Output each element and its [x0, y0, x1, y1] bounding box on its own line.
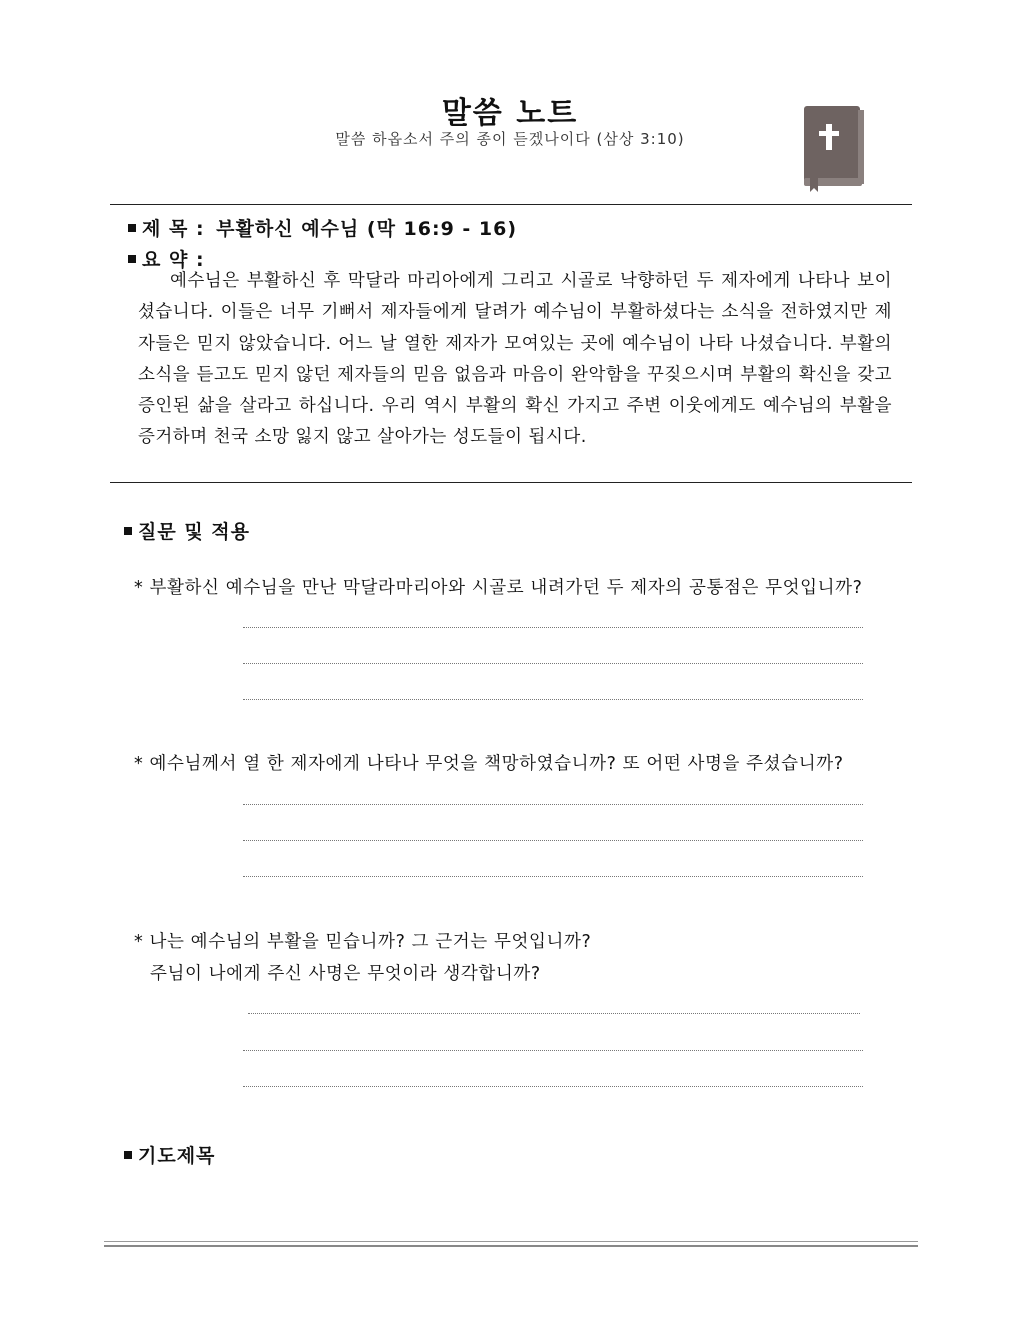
square-bullet-icon: [128, 224, 136, 232]
header-divider: [110, 204, 912, 205]
answer-line[interactable]: [243, 1086, 863, 1087]
questions-heading-row: [124, 517, 250, 544]
answer-line[interactable]: [243, 876, 863, 877]
summary-text: 예수님은 부활하신 후 막달라 마리아에게 그리고 시골로 낙향하던 두 제자에게 나타나 보이셨습니다. 이들은 너무 기뻐서 제자들에게 달려가 예수님이 부활하셨다는 소식을 전하였지만 제자들은 믿지 않았습니다. 어느 날 열한 제자가 모여있는 곳에 예수님이 나타 나셨습니다. 부활의 소식을 듣고도 믿지 않던 제자들의 믿음 없음과 마음이 완악함을 꾸짖으시며 부활의 확신을 갖고 증인된 삶을 살라고 하십니다. 우리 역시 부활의 확신 가지고 주변 이웃에게도 예수님의 부활을 증거하며 천국 소망 잃지 않고 살아가는 성도들이 됩시다.: [138, 271, 892, 448]
question-1: * 부활하신 예수님을 만난 막달라마리아와 시골로 내려가던 두 제자의 공통점은 무엇입니까?: [134, 578, 863, 598]
prayer-heading-row: [124, 1141, 215, 1168]
answer-line[interactable]: [243, 627, 863, 628]
page-subtitle: 말씀 하옵소서 주의 종이 듣겠나이다 (삼상 3:10): [335, 130, 685, 148]
square-bullet-icon: [124, 527, 132, 535]
summary-label: 요 약 :: [142, 249, 205, 271]
answer-line[interactable]: [243, 840, 863, 841]
sermon-title-value: 부활하신 예수님 (막 16:9 - 16): [216, 218, 518, 240]
answer-line[interactable]: [243, 699, 863, 700]
answer-line[interactable]: [248, 1013, 860, 1014]
sermon-title-label: 제 목 :: [142, 218, 205, 240]
summary-divider: [110, 482, 912, 483]
answer-line[interactable]: [243, 804, 863, 805]
questions-heading: 질문 및 적용: [138, 521, 250, 543]
square-bullet-icon: [128, 255, 136, 263]
question-3-line-2: 주님이 나에게 주신 사명은 무엇이라 생각합니까?: [150, 964, 541, 984]
question-3: * 나는 예수님의 부활을 믿습니까? 그 근거는 무엇입니까?: [134, 932, 592, 952]
sermon-title-row: [128, 214, 517, 241]
footer-divider: [104, 1241, 918, 1247]
page-title: 말씀 노트: [441, 96, 579, 131]
square-bullet-icon: [124, 1151, 132, 1159]
answer-line[interactable]: [243, 1050, 863, 1051]
answer-line[interactable]: [243, 663, 863, 664]
prayer-heading: 기도제목: [138, 1145, 216, 1167]
question-2: * 예수님께서 열 한 제자에게 나타나 무엇을 책망하였습니까? 또 어떤 사명을 주셨습니까?: [134, 754, 844, 774]
bible-cross-icon: [800, 104, 866, 192]
